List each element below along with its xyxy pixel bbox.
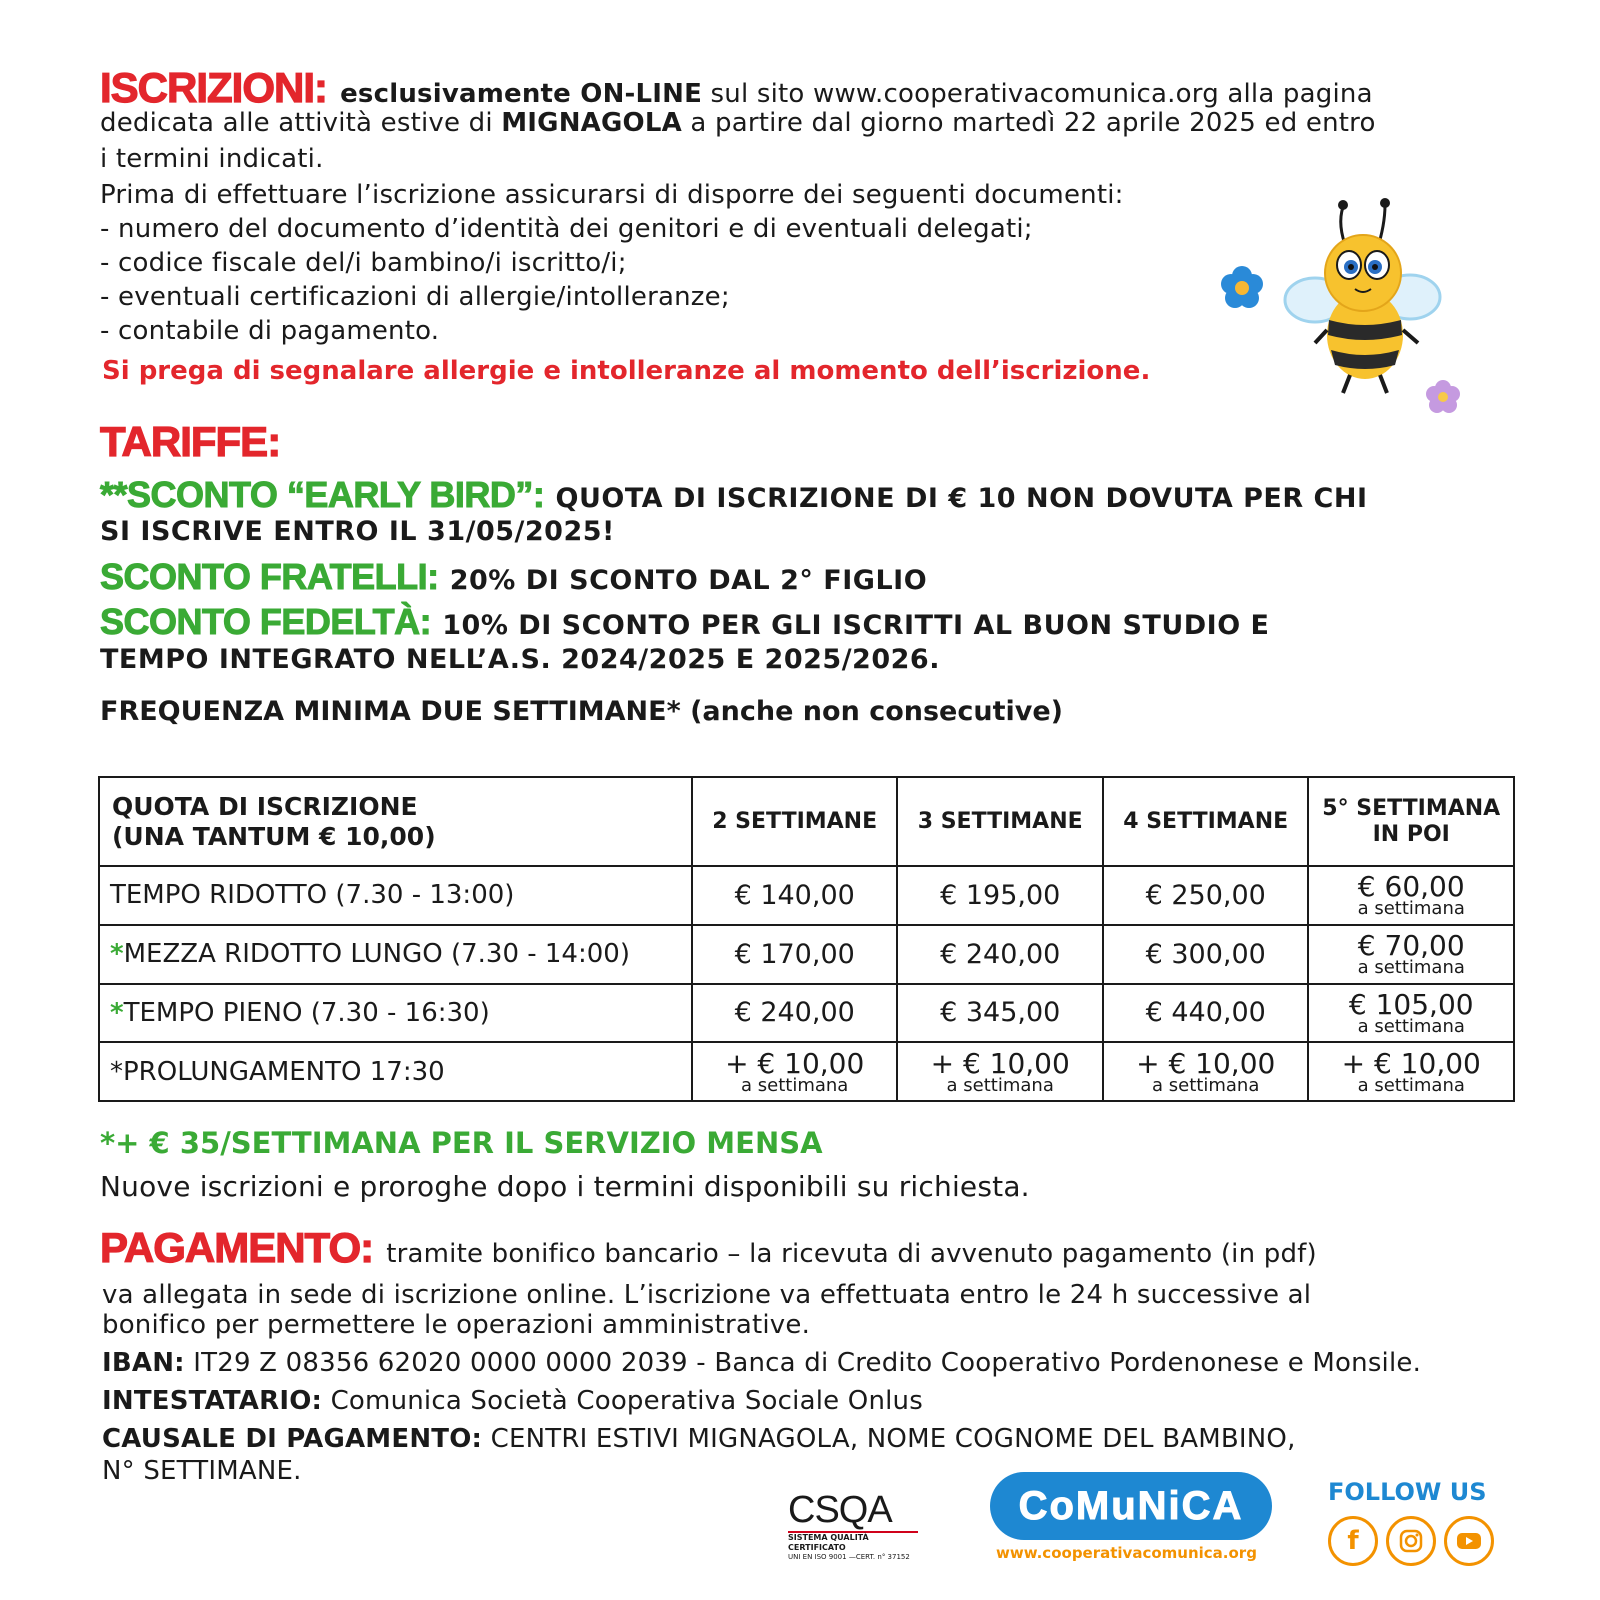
pagamento-heading: PAGAMENTO:	[100, 1224, 374, 1271]
header-5-line2: IN POI	[1372, 821, 1450, 847]
weekly-unit: a settimana	[1357, 957, 1465, 979]
follow-us-label: FOLLOW US	[1328, 1478, 1487, 1506]
iban-value: IT29 Z 08356 62020 0000 0000 2039 - Banca di Credito Cooperativo Pordenonese e Monsile.	[184, 1348, 1422, 1378]
weekly-price: € 70,00	[1357, 929, 1465, 963]
nuove-iscrizioni-note: Nuove iscrizioni e proroghe dopo i termini disponibili su richiesta.	[100, 1170, 1030, 1203]
docs-item: - eventuali certificazioni di allergie/intolleranze;	[100, 282, 730, 312]
frequenza-bold: FREQUENZA MINIMA DUE SETTIMANE*	[100, 696, 681, 727]
tariffe-heading: TARIFFE:	[100, 418, 281, 465]
allergy-warning: Si prega di segnalare allergie e intolleranze al momento dell’iscrizione.	[102, 356, 1151, 386]
weekly-price: + € 10,00	[725, 1046, 865, 1080]
header-3-settimane: 3 SETTIMANE	[897, 777, 1103, 866]
header-5-settimana	[1308, 777, 1514, 866]
row-star: *	[110, 997, 124, 1028]
youtube-glyph	[1455, 1530, 1483, 1552]
csqa-sub-2: UNI EN ISO 9001 —CERT. n° 37152	[788, 1553, 910, 1561]
weekly-unit: a settimana	[1357, 1015, 1465, 1037]
instagram-icon[interactable]	[1386, 1516, 1436, 1566]
iscrizioni-line2	[100, 106, 1376, 140]
bee-illustration	[1215, 195, 1475, 420]
iscrizioni-intro-rest: sul sito www.cooperativacomunica.org alla pagina	[702, 79, 1373, 109]
table-row	[99, 866, 1514, 925]
row-value: € 440,00	[1103, 984, 1309, 1043]
header-5-line1: 5° SETTIMANA	[1322, 795, 1501, 821]
pagamento-line1	[100, 1224, 1317, 1272]
causale-value-2: N° SETTIMANE.	[102, 1456, 302, 1486]
docs-intro: Prima di effettuare l’iscrizione assicurarsi di disporre dei seguenti documenti:	[100, 180, 1124, 210]
header-quota-line1: QUOTA DI ISCRIZIONE	[112, 791, 418, 821]
csqa-logo-text: CSQA	[788, 1489, 892, 1531]
pagamento-text-3: bonifico per permettere le operazioni amministrative.	[102, 1310, 811, 1340]
weekly-unit: a settimana	[1152, 1074, 1260, 1096]
iscrizioni-section	[100, 64, 1520, 112]
mensa-note: *+ € 35/SETTIMANA PER IL SERVIZIO MENSA	[100, 1126, 823, 1160]
fedelta-label: SCONTO FEDELTÀ:	[100, 601, 432, 642]
intestatario-label: INTESTATARIO:	[102, 1386, 323, 1416]
iscrizioni-line2-b: a partire dal giorno martedì 22 aprile 2025 ed entro	[681, 108, 1376, 138]
intestatario-value: Comunica Società Cooperativa Sociale Onlus	[322, 1386, 923, 1416]
row-value: € 250,00	[1103, 866, 1309, 925]
row-value: € 345,00	[897, 984, 1103, 1043]
iscrizioni-line2-a: dedicata alle attività estive di	[100, 108, 502, 138]
row-label-text: TEMPO RIDOTTO (7.30 - 13:00)	[110, 880, 515, 911]
early-bird-line	[100, 474, 1368, 516]
tariff-table	[98, 776, 1515, 1102]
row-label	[99, 925, 692, 984]
weekly-price: € 105,00	[1348, 987, 1474, 1021]
table-header-row	[99, 777, 1514, 866]
row-label	[99, 866, 692, 925]
iscrizioni-line3: i termini indicati.	[100, 144, 324, 174]
blue-flower-icon	[1221, 266, 1263, 308]
row-value: € 140,00	[692, 866, 898, 925]
comunica-logo-text: CoMuNiCA	[1018, 1483, 1244, 1528]
iban-line	[102, 1346, 1421, 1380]
frequenza-rest: (anche non consecutive)	[680, 696, 1063, 727]
row-label	[99, 1042, 692, 1101]
row-value: € 240,00	[692, 984, 898, 1043]
row-value-weekly	[1308, 866, 1514, 925]
weekly-price: + € 10,00	[930, 1046, 1070, 1080]
iscrizioni-intro-bold: esclusivamente ON-LINE	[340, 79, 703, 109]
table-row	[99, 984, 1514, 1043]
row-star: *	[110, 939, 124, 970]
row-label-text: *PROLUNGAMENTO 17:30	[110, 1056, 445, 1087]
docs-item: - numero del documento d’identità dei genitori e di eventuali delegati;	[100, 214, 1033, 244]
header-4-settimane: 4 SETTIMANE	[1103, 777, 1309, 866]
weekly-unit: a settimana	[741, 1074, 849, 1096]
row-value: € 240,00	[897, 925, 1103, 984]
early-bird-label: **SCONTO “EARLY BIRD”:	[100, 474, 545, 515]
fratelli-text: 20% DI SCONTO DAL 2° FIGLIO	[449, 565, 928, 596]
docs-item: - contabile di pagamento.	[100, 316, 440, 346]
row-value-weekly	[1308, 925, 1514, 984]
fedelta-line	[100, 601, 1270, 643]
header-quota	[99, 777, 692, 866]
row-value-weekly	[1308, 1042, 1514, 1101]
csqa-sub-1: SISTEMA QUALITÀ CERTIFICATO	[788, 1533, 869, 1552]
row-value-weekly	[1103, 1042, 1309, 1101]
iban-label: IBAN:	[102, 1348, 185, 1378]
pagamento-text-1: tramite bonifico bancario – la ricevuta di avvenuto pagamento (in pdf)	[386, 1239, 1317, 1269]
frequenza-line	[100, 696, 1063, 727]
docs-item: - codice fiscale del/i bambino/i iscritto/i;	[100, 248, 627, 278]
row-value-weekly	[1308, 984, 1514, 1043]
location-name: MIGNAGOLA	[501, 108, 682, 138]
weekly-price: € 60,00	[1357, 870, 1465, 904]
comunica-url[interactable]: www.cooperativacomunica.org	[996, 1544, 1257, 1562]
youtube-icon[interactable]	[1444, 1516, 1494, 1566]
purple-flower-icon	[1426, 380, 1460, 413]
early-bird-text: QUOTA DI ISCRIZIONE DI € 10 NON DOVUTA PER CHI	[555, 483, 1368, 514]
comunica-logo	[990, 1472, 1272, 1540]
row-value: € 300,00	[1103, 925, 1309, 984]
row-label	[99, 984, 692, 1043]
row-value: € 195,00	[897, 866, 1103, 925]
row-value-weekly	[897, 1042, 1103, 1101]
iscrizioni-heading: ISCRIZIONI:	[100, 64, 327, 111]
fedelta-text: 10% DI SCONTO PER GLI ISCRITTI AL BUON STUDIO E	[442, 610, 1270, 641]
causale-value: CENTRI ESTIVI MIGNAGOLA, NOME COGNOME DEL BAMBINO,	[482, 1424, 1296, 1454]
weekly-unit: a settimana	[1357, 1074, 1465, 1096]
row-value: € 170,00	[692, 925, 898, 984]
instagram-glyph	[1398, 1528, 1424, 1554]
row-label-text: TEMPO PIENO (7.30 - 16:30)	[123, 997, 490, 1028]
weekly-price: + € 10,00	[1341, 1046, 1481, 1080]
fratelli-line	[100, 556, 927, 598]
fratelli-label: SCONTO FRATELLI:	[100, 556, 439, 597]
table-row	[99, 925, 1514, 984]
early-bird-text-2: SI ISCRIVE ENTRO IL 31/05/2025!	[100, 516, 615, 547]
header-quota-line2: (UNA TANTUM € 10,00)	[112, 821, 436, 851]
weekly-unit: a settimana	[946, 1074, 1054, 1096]
table-row	[99, 1042, 1514, 1101]
csqa-logo	[788, 1489, 918, 1561]
causale-line	[102, 1422, 1296, 1456]
weekly-unit: a settimana	[1357, 898, 1465, 920]
facebook-icon[interactable]: f	[1328, 1516, 1378, 1566]
header-2-settimane: 2 SETTIMANE	[692, 777, 898, 866]
row-value-weekly	[692, 1042, 898, 1101]
row-label-text: MEZZA RIDOTTO LUNGO (7.30 - 14:00)	[123, 939, 630, 970]
pagamento-text-2: va allegata in sede di iscrizione online. L’iscrizione va effettuata entro le 24 h successive al	[102, 1280, 1312, 1310]
weekly-price: + € 10,00	[1136, 1046, 1276, 1080]
intestatario-line	[102, 1384, 923, 1418]
fedelta-text-2: TEMPO INTEGRATO NELL’A.S. 2024/2025 E 2025/2026.	[100, 644, 940, 675]
causale-label: CAUSALE DI PAGAMENTO:	[102, 1424, 483, 1454]
